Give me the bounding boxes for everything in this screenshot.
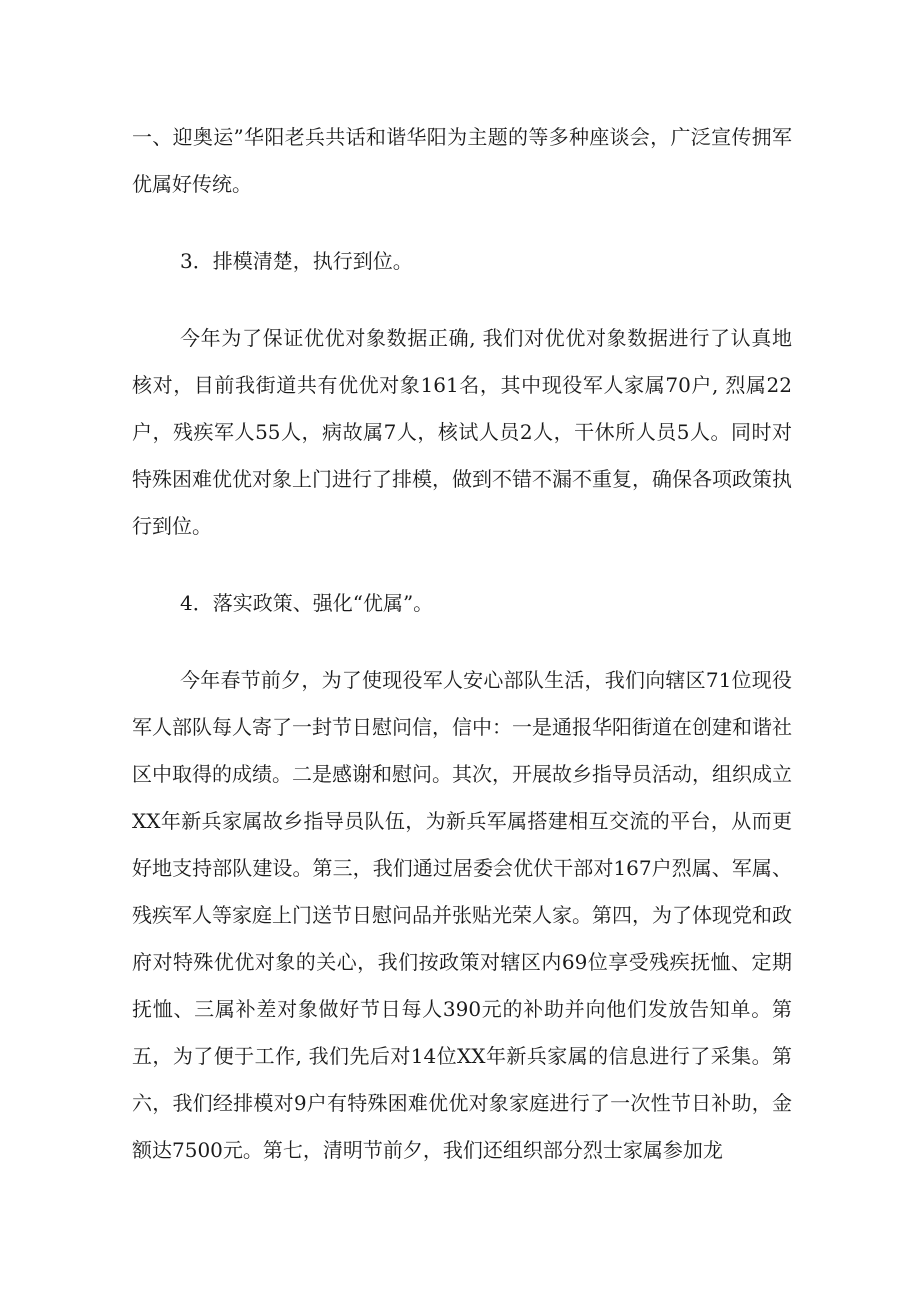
paragraph-spring-festival: 今年春节前夕，为了使现役军人安心部队生活，我们向辖区71位现役军人部队每人寄了一封节日慰问信，信中：一是通报华阳街道在创建和谐社区中取得的成绩。二是感谢和慰问。其次，开展故乡指导员活动，组织成立XX年新兵家属故乡指导员队伍，为新兵军属搭建相互交流的平台，从而更好地支持部队建设。第三，我们通过居委会优伏干部对167户烈属、军属、残疾军人等家庭上门送节日慰问品并张贴光荣人家。第四，为了体现党和政府对特殊优优对象的关心，我们按政策对辖区内69位享受残疾抚恤、定期抚恤、三属补差对象做好节日每人390元的补助并向他们发放告知单。第五，为了便于工作, 我们先后对14位XX年新兵家属的信息进行了采集。第六，我们经排模对9户有特殊困难优优对象家庭进行了一次性节日补助，金额达7500元。第七，清明节前夕，我们还组织部分烈士家属参加龙 [132, 668, 792, 1162]
document-body [132, 114, 792, 1174]
section-heading-3: 3．排模清楚，执行到位。 [180, 249, 413, 273]
paragraph-data-verification: 今年为了保证优优对象数据正确, 我们对优优对象数据进行了认真地核对，目前我街道共有优优对象161名，其中现役军人家属70户, 烈属22户，残疾军人55人，病故属7人，核试人员2人，干休所人员5人。同时对特殊困难优优对象上门进行了排模，做到不错不漏不重复，确保各项政策执行到位。 [132, 326, 792, 538]
section-heading-4: 4．落实政策、强化“优属”。 [180, 591, 434, 615]
paragraph-intro: 一、迎奥运”华阳老兵共话和谐华阳为主题的等多种座谈会，广泛宣传拥军优属好传统。 [132, 125, 792, 196]
